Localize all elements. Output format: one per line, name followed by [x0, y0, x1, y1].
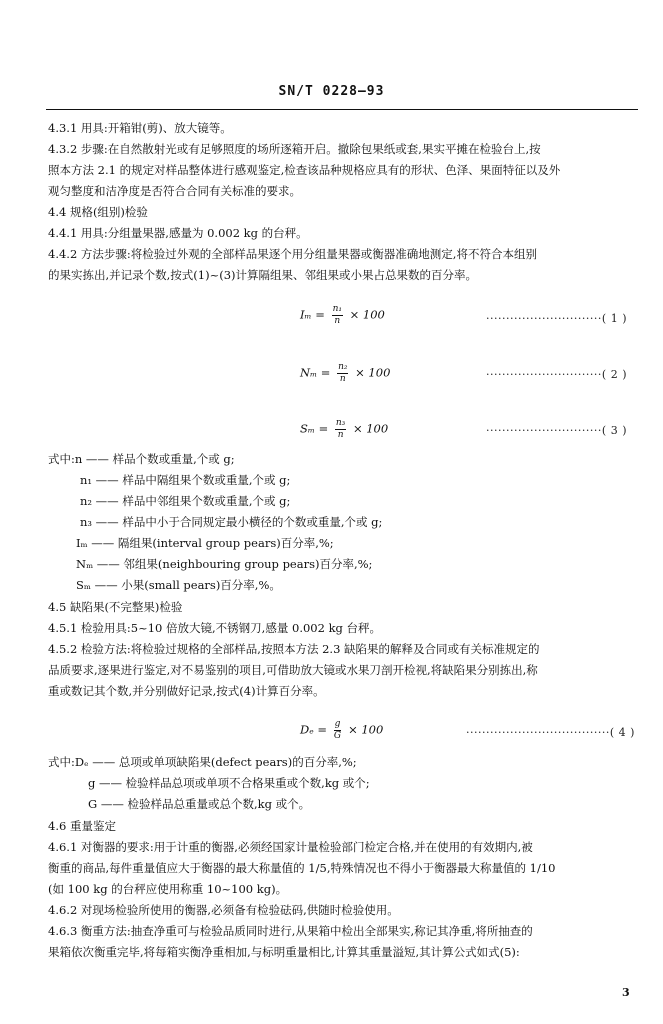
clause-4-4-2: 4.4.2 方法步骤:将检验过外观的全部样品果逐个用分组量果器或衡器准确地测定,将不符合本组别 [48, 247, 537, 261]
formula-4: Dₑ = $\frac{g}{G}$ × 100 [300, 719, 384, 741]
symbol-def-nm: Nₘ —— 邻组果(neighbouring group pears)百分率,%; [76, 557, 373, 571]
clause-4-3-2-cont: 观匀整度和洁净度是否符合合同有关标准的要求。 [48, 184, 301, 198]
clause-4-4-2-cont: 的果实拣出,并记录个数,按式(1)~(3)计算隔组果、邻组果或小果占总果数的百分率。 [48, 268, 478, 282]
clause-4-6-1: 4.6.1 对衡器的要求:用于计重的衡器,必须经国家计量检验部门检定合格,并在使用的有效期内,被 [48, 840, 533, 854]
clause-4-3-2-cont: 照本方法 2.1 的规定对样品整体进行感观鉴定,检查该品种规格应具有的形状、色泽、果面特征以及外 [48, 163, 561, 177]
clause-4-6-3: 4.6.3 衡重方法:抽查净重可与检验品质同时进行,从果箱中检出全部果实,称记其净重,将所抽查的 [48, 924, 533, 938]
section-4-4-heading: 4.4 规格(组别)检验 [48, 205, 148, 219]
symbol-def-n1: n₁ —— 样品中隔组果个数或重量,个或 g; [80, 473, 291, 487]
formula-1-leader: ·····························( 1 ) [486, 312, 627, 325]
formula-3: Sₘ = $\frac{\text{n₃}}{n}$ × 100 [300, 418, 389, 440]
symbol-def-n: 式中:n —— 样品个数或重量,个或 g; [48, 452, 235, 466]
symbol-def-G: G —— 检验样品总重量或总个数,kg 或个。 [88, 797, 311, 811]
clause-4-6-3-cont: 果箱依次衡重完毕,将每箱实衡净重相加,与标明重量相比,计算其重量溢短,其计算公式如式(5): [48, 945, 520, 959]
document-header: SN/T 0228—93 [278, 84, 385, 99]
formula-3-leader: ·····························( 3 ) [486, 424, 627, 437]
symbol-def-n2: n₂ —— 样品中邻组果个数或重量,个或 g; [80, 494, 291, 508]
clause-4-6-2: 4.6.2 对现场检验所使用的衡器,必须备有检验砝码,供随时检验使用。 [48, 903, 399, 917]
section-4-6-heading: 4.6 重量鉴定 [48, 819, 116, 833]
symbol-def-sm: Sₘ —— 小果(small pears)百分率,%。 [76, 578, 281, 592]
symbol-def-g: g —— 检验样品总项或单项不合格果重或个数,kg 或个; [88, 776, 370, 790]
header-rule [46, 109, 638, 110]
formula-2-leader: ·····························( 2 ) [486, 368, 627, 381]
symbol-def-im: Iₘ —— 隔组果(interval group pears)百分率,%; [76, 536, 334, 550]
formula-1: Iₘ = $\frac{\text{n₁}}{n}$ × 100 [300, 304, 385, 326]
clause-4-5-2: 4.5.2 检验方法:将检验过规格的全部样品,按照本方法 2.3 缺陷果的解释及合同或有关标准规定的 [48, 642, 540, 656]
clause-4-3-2: 4.3.2 步骤:在自然散射光或有足够照度的场所逐箱开启。撤除包果纸或套,果实平摊在检验台上,按 [48, 142, 541, 156]
clause-4-5-2-cont: 重或数记其个数,并分别做好记录,按式(4)计算百分率。 [48, 684, 325, 698]
formula-4-leader: ····································( 4 ) [466, 726, 635, 739]
symbol-def-dc: 式中:Dₑ —— 总项或单项缺陷果(defect pears)的百分率,%; [48, 755, 357, 769]
page-number: 3 [622, 986, 630, 999]
clause-4-6-1-cont: (如 100 kg 的台秤应使用称重 10~100 kg)。 [48, 882, 288, 896]
section-4-5-heading: 4.5 缺陷果(不完整果)检验 [48, 600, 183, 614]
formula-2: Nₘ = $\frac{\text{n₂}}{n}$ × 100 [300, 362, 391, 384]
clause-4-5-2-cont: 品质要求,逐果进行鉴定,对不易鉴别的项目,可借助放大镜或水果刀剖开检视,将缺陷果分别拣出,称 [48, 663, 538, 677]
clause-4-5-1: 4.5.1 检验用具:5~10 倍放大镜,不锈钢刀,感量 0.002 kg 台秤。 [48, 621, 382, 635]
clause-4-4-1: 4.4.1 用具:分组量果器,感量为 0.002 kg 的台秤。 [48, 226, 308, 240]
clause-4-3-1: 4.3.1 用具:开箱钳(剪)、放大镜等。 [48, 121, 232, 135]
clause-4-6-1-cont: 衡重的商品,每件重量值应大于衡器的最大称量值的 1/5,特殊情况也不得小于衡器最大称量值的 1/10 [48, 861, 556, 875]
symbol-def-n3: n₃ —— 样品中小于合同规定最小横径的个数或重量,个或 g; [80, 515, 383, 529]
